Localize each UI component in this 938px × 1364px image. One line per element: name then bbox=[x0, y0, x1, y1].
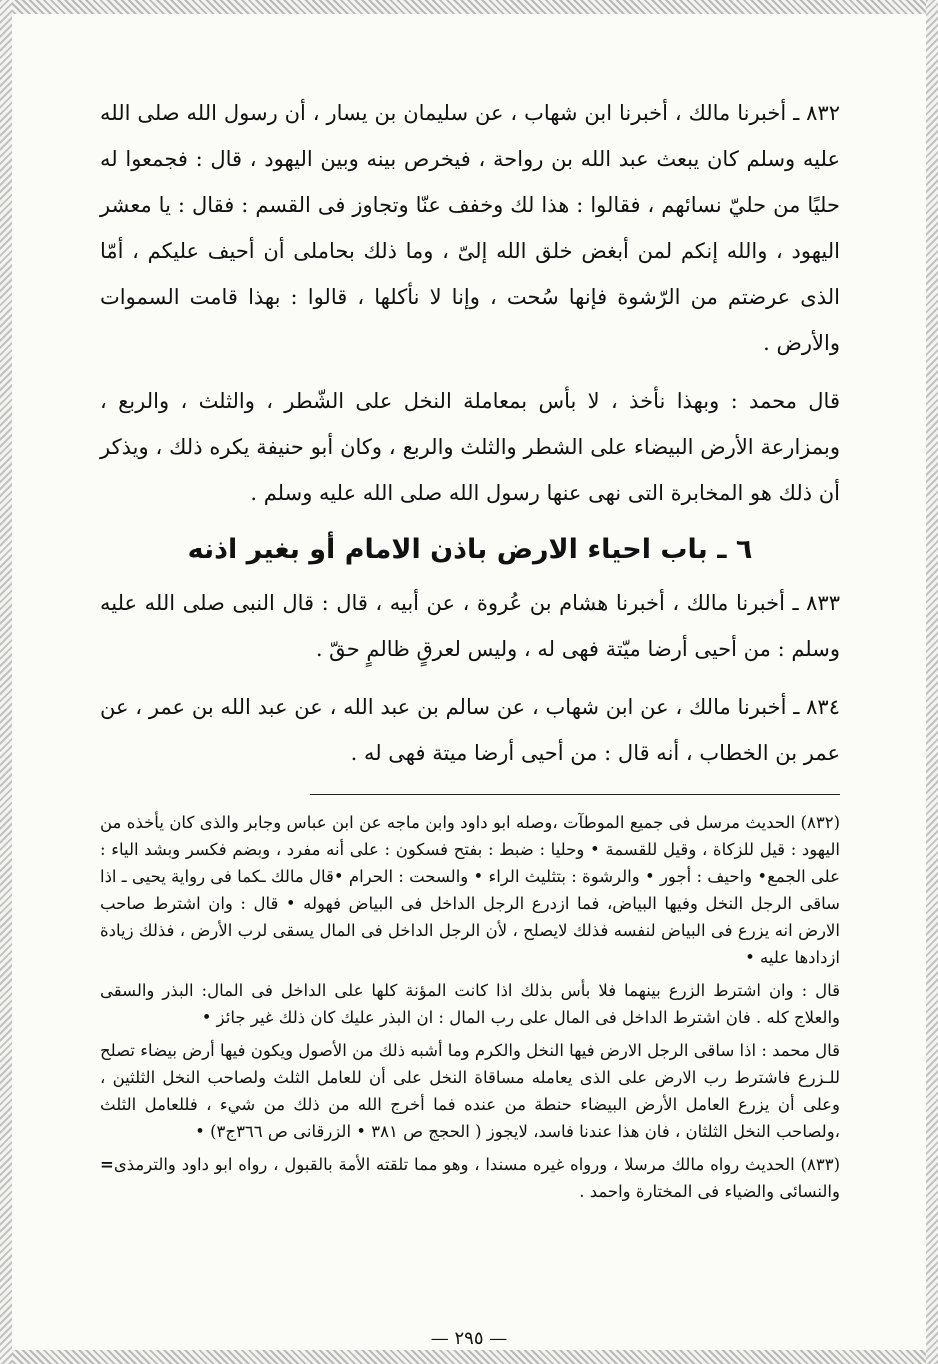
footnote-832-muhammad: قال محمد : اذا ساقى الرجل الارض فيها النخل والكرم وما أشبه ذلك من الأصول ويكون فيها أرض بيضاء تصلح للـزرع فاشترط رب الارض على الذى يعامله مساقاة النخل على أن للعامل الثلث ولصاحب النخل الثلثين ، وعلى أن يزرع العامل الأرض البيضاء حنطة من عنده فما أخرج الله من ذلك من شيء ، فللعامل الثلث ،ولصاحب النخل الثلثان ، فان هذا عندنا فاسد، لايجوز ( الحجج ص ٣٨١ • الزرقانى ص ٣٦٦ج٣) • bbox=[100, 1041, 840, 1141]
page-border-left bbox=[0, 0, 12, 1364]
page-border-top bbox=[0, 0, 938, 14]
footnote-832-malik: قال : وان اشترط الزرع بينهما فلا بأس بذلك اذا كانت المؤنة كلها على الداخل فى المال: البذر والسقى والعلاج كله . فان اشترط الداخل فى المال على رب المال : ان البذر عليك كان ذلك غير جائز • bbox=[100, 981, 840, 1027]
page-number: — ٢٩٥ — bbox=[430, 1328, 508, 1349]
footnote-separator bbox=[310, 794, 840, 795]
page-border-bottom bbox=[0, 1350, 938, 1364]
page-border-right bbox=[926, 0, 938, 1364]
continuation-mark: = bbox=[100, 1155, 114, 1174]
page-body bbox=[100, 90, 840, 1211]
hadith-834: ٨٣٤ ـ أخبرنا مالك ، عن ابن شهاب ، عن سالم بن عبد الله ، عن عبد الله بن عمر ، عن عمر بن الخطاب ، أنه قال : من أحيى أرضا ميتة فهى له . bbox=[100, 695, 840, 765]
chapter-heading: ٦ ـ باب احياء الارض باذن الامام أو بغير اذنه bbox=[187, 534, 753, 565]
muhammad-commentary: قال محمد : وبهذا نأخذ ، لا بأس بمعاملة النخل على الشّطر ، والثلث ، والربع ، وبمزارعة الأرض البيضاء على الشطر والثلث والربع ، وكان أبو حنيفة يكره ذلك ، ويذكر أن ذلك هو المخابرة التى نهى عنها رسول الله صلى الله عليه وسلم . bbox=[100, 389, 840, 505]
hadith-833: ٨٣٣ ـ أخبرنا مالك ، أخبرنا هشام بن عُروة ، عن أبيه ، قال : قال النبى صلى الله عليه وسلم : من أحيى أرضا ميّتة فهى له ، وليس لعرقٍ ظالمٍ حقّ . bbox=[100, 591, 840, 661]
footnote-833-text: (٨٣٣) الحديث رواه مالك مرسلا ، ورواه غيره مسندا ، وهو مما تلقته الأمة بالقبول ، رواه ابو داود والترمذى والنسائى والضياء فى المختارة واحمد . bbox=[113, 1155, 840, 1201]
footnote-833 bbox=[100, 1151, 840, 1205]
footnote-832: (٨٣٢) الحديث مرسل فى جميع الموطآت ،وصله ابو داود وابن ماجه عن ابن عباس وجابر والذى كان يأخذه من اليهود : قيل للزكاة ، وقيل للقسمة • وحليا : ضبط : بفتح فسكون : على أنه مفرد ، وبضم فكسر وبشد الياء : على الجمع• واحيف : أجور • والرشوة : بتثليث الراء • والسحت : الحرام •قال مالك ـكما فى رواية يحيى ـ اذا ساقى الرجل النخل وفيها البياض، فما ازدرع الرجل الداخل فى البياض فهوله • قال : وان اشترط صاحب الارض انه يزرع فى البياض لنفسه فذلك لايصلح ، لأن الرجل الداخل فى المال يسقى لرب الأرض ، فذلك زيادة ازدادها عليه • bbox=[100, 813, 840, 967]
hadith-832: ٨٣٢ ـ أخبرنا مالك ، أخبرنا ابن شهاب ، عن سليمان بن يسار ، أن رسول الله صلى الله عليه وسلم كان يبعث عبد الله بن رواحة ، فيخرص بينه وبين اليهود ، قال : فجمعوا له حليًا من حليّ نسائهم ، فقالوا : هذا لك وخفف عنّا وتجاوز فى القسم : فقال : يا معشر اليهود ، والله إنكم لمن أبغض خلق الله إلىّ ، وما ذلك بحاملى أن أحيف عليكم ، أمّا الذى عرضتم من الرّشوة فإنها سُحت ، وإنا لا نأكلها ، قالوا : بهذا قامت السموات والأرض . bbox=[100, 101, 840, 355]
